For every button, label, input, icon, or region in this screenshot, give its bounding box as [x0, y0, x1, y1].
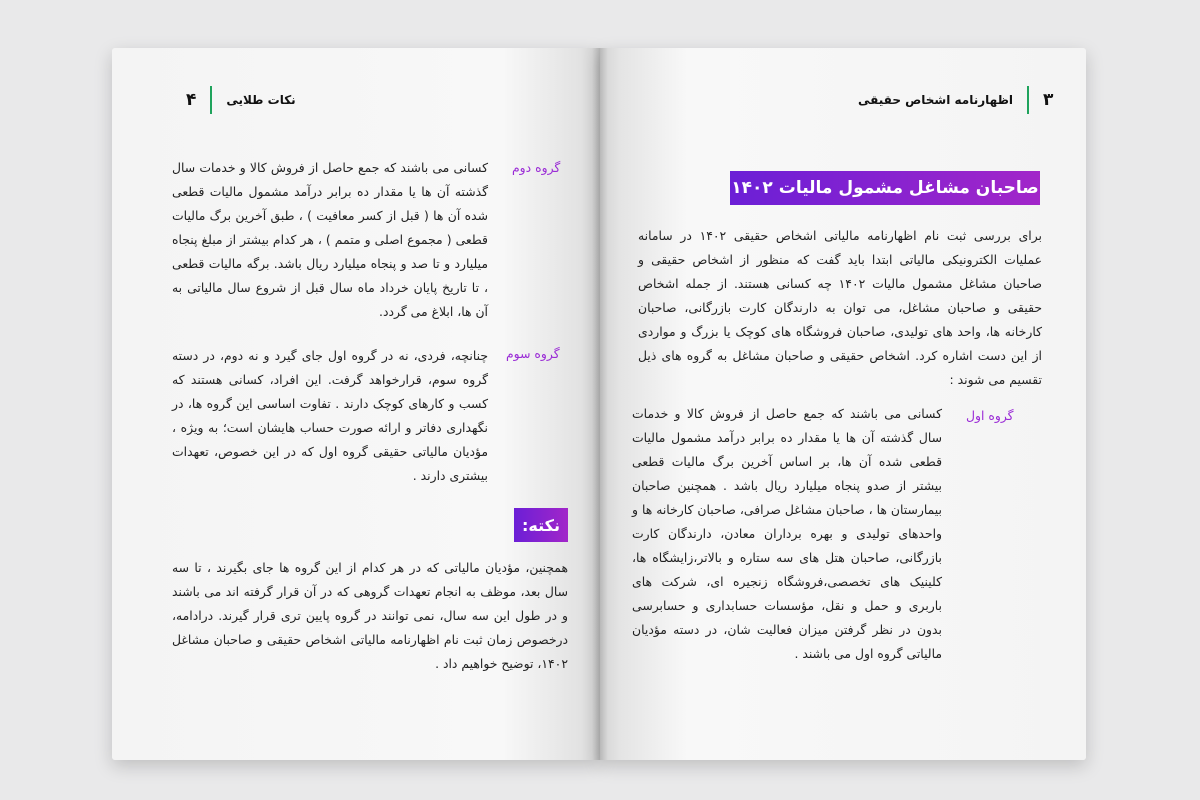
section-heading: [730, 171, 1040, 205]
section-heading-text: صاحبان مشاغل مشمول مالیات ۱۴۰۲: [731, 178, 1039, 198]
group3-label: گروه سوم: [506, 346, 560, 361]
note-label: نکته:: [522, 515, 560, 535]
group1-label: گروه اول: [966, 408, 1014, 423]
left-header-title: نکات طلایی: [226, 93, 296, 107]
left-page-header: [186, 86, 296, 114]
note-badge: [514, 508, 568, 542]
intro-paragraph: برای بررسی ثبت نام اظهارنامه مالیاتی اشخاص حقیقی ۱۴۰۲ در سامانه عملیات الکترونیکی مالیاتی ابتدا باید گفت که منظور از اشخاص حقیقی و صاحبان مشاغل مشمول مالیات ۱۴۰۲ چه کسانی هستند. از جمله اشخاص حقیقی و صاحبان مشاغل، می توان به دارندگان کارت بازرگانی، صاحبان کارخانه ها، واحد های تولیدی، صاحبان فروشگاه های کوچک یا بزرگ و مواردی از این دست اشاره کرد. اشخاص حقیقی و صاحبان مشاغل به گروه های ذیل تقسیم می شوند :: [638, 228, 1042, 387]
note-paragraph: همچنین، مؤدیان مالیاتی که در هر کدام از این گروه ها جای بگیرند ، تا سه سال بعد، موظف به انجام تعهدات گروهی که در آن قرار گرفته اند می باشند و در طول این سه سال، نمی توانند در گروه پایین تری قرار گیرند. درادامه، درخصوص زمان ثبت نام اظهارنامه مالیاتی اشخاص حقیقی و صاحبان مشاغل ۱۴۰۲، توضیح خواهیم داد .: [172, 560, 568, 671]
right-page-header: [858, 86, 1053, 114]
left-header-divider: [210, 86, 212, 114]
right-page-number: ۳: [1043, 90, 1054, 110]
book-spine: [592, 48, 608, 760]
group1-paragraph: کسانی می باشند که جمع حاصل از فروش کالا و خدمات سال گذشته آن ها یا مقدار ده برابر درآمد مشمول مالیات قطعی شده آن ها، بر اساس آخرین برگ مالیات قطعی بیشتر از صدو پنجاه میلیارد ریال باشد . همچنین صاحبان بیمارستان ها ، صاحبان مشاغل صرافی، صاحبان کارخانه ها و واحدهای تولیدی و بهره برداران معادن، دارندگان کارت بازرگانی، صاحبان هتل های سه ستاره و بالاتر،زایشگاه ها، کلینیک های تخصصی،فروشگاه زنجیره ای، شرکت های باربری و حمل و نقل، مؤسسات حسابداری و حسابرسی بدون در نظر گرفتن میزان فعالیت شان، در دسته مؤدیان مالیاتی گروه اول می باشند .: [632, 406, 942, 661]
left-page-number: ۴: [186, 90, 197, 110]
group2-label: گروه دوم: [512, 160, 561, 175]
group3-paragraph: چنانچه، فردی، نه در گروه اول جای گیرد و نه دوم، در دسته گروه سوم، قرارخواهد گرفت. این افراد، کسانی هستند که کسب و کارهای کوچک دارند . تفاوت اساسی این گروه ها، در نگهداری دفاتر و ارائه صورت حساب هایشان است؛ به ویژه ، مؤدیان مالیاتی حقیقی گروه اول که در این خصوص، تعهدات بیشتری دارند .: [172, 348, 488, 483]
right-header-divider: [1027, 86, 1029, 114]
group2-paragraph: کسانی می باشند که جمع حاصل از فروش کالا و خدمات سال گذشته آن ها یا مقدار ده برابر درآمد مشمول مالیات قطعی شده آن ها ( قبل از کسر معافیت ) ، طبق آخرین برگ مالیات قطعی ( مجموع اصلی و متمم ) ، هر کدام بیشتر از مبلغ پنجاه میلیارد و تا صد و پنجاه میلیارد ریال باشد. برگه مالیات قطعی ، تا تاریخ پایان خرداد ماه سال قبل از شروع سال مالیاتی به آن ها، ابلاغ می گردد.: [172, 160, 488, 319]
right-header-title: اظهارنامه اشخاص حقیقی: [858, 93, 1013, 107]
